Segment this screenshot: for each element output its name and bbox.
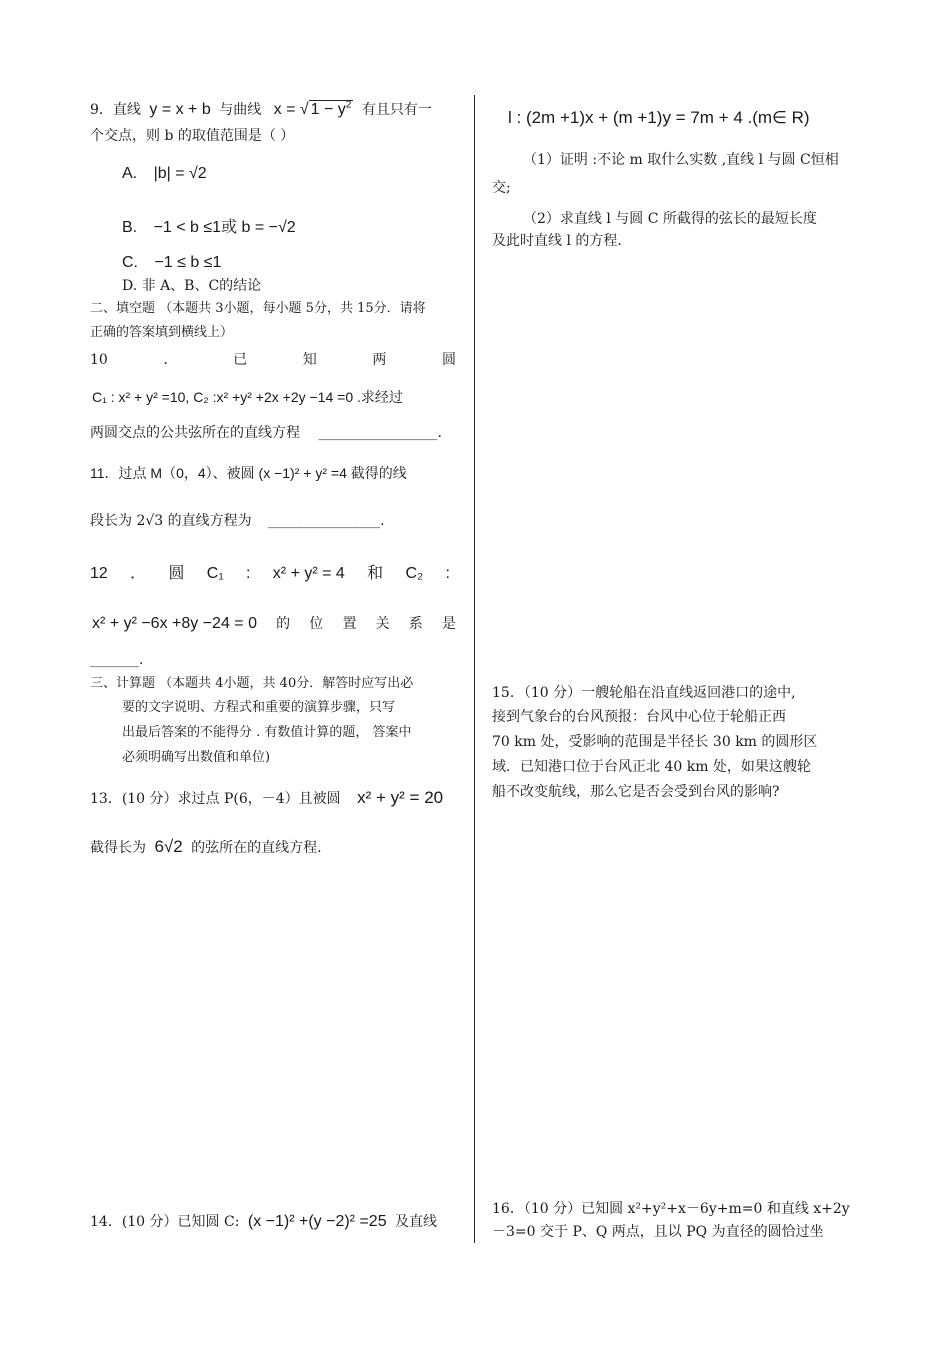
section3-heading-line2: 要的文字说明、方程式和重要的演算步骤，只写 xyxy=(122,700,396,715)
q9-option-a: A. |b| = √2 xyxy=(122,165,207,182)
q10-line2: C₁ : x² + y² =10, C₂ :x² +y² +2x +2y −14 =0 .求经过 xyxy=(92,389,403,405)
q9-line2: 个交点，则 b 的取值范围是（ ） xyxy=(90,128,295,144)
section3-heading-line4: 必须明确写出数值和单位) xyxy=(122,750,271,765)
section2-heading-line2: 正确的答案填到横线上） xyxy=(90,325,234,340)
q9-option-b: B. −1 < b ≤1或 b = −√2 xyxy=(122,219,296,236)
q14-part1-line1: （1）证明 :不论 m 取什么实数 ,直线 l 与圆 C恒相 xyxy=(523,152,839,168)
q14-part1-line2: 交; xyxy=(492,180,511,196)
q10-line1: 10 ． 已 知 两 圆 xyxy=(90,352,456,368)
q14-part2-line1: （2）求直线 l 与圆 C 所截得的弦长的最短长度 xyxy=(523,211,817,227)
q15-line4: 域．已知港口位于台风正北 40 km 处，如果这艘轮 xyxy=(492,759,811,775)
q11-line1: 11．过点 M（0，4）、被圆 (x −1)² + y² =4 截得的线 xyxy=(90,465,407,481)
section2-heading-line1: 二、填空题 （本题共 3小题，每小题 5分，共 15分．请将 xyxy=(90,301,426,316)
section3-heading-line1: 三、计算题 （本题共 4小题，共 40分．解答时应写出必 xyxy=(90,676,414,691)
q9-line1: 9．直线 y = x + b 与曲线 x = √ $1 - y^2$ 有且只有一 xyxy=(90,99,432,118)
q16-line1: 16．（10 分）已知圆 x²+y²+x－6y+m=0 和直线 x+2y xyxy=(492,1201,850,1217)
column-divider xyxy=(474,95,475,1243)
q9-option-c: C. −1 ≤ b ≤1 xyxy=(122,254,222,271)
q9-option-d: D. 非 A、B、C的结论 xyxy=(122,278,262,294)
answer-blank[interactable]: ________________. xyxy=(268,513,385,529)
q14-line-equation: l : (2m +1)x + (m +1)y = 7m + 4 .(m∈ R) xyxy=(508,108,810,127)
q14-part2-line2: 及此时直线 l 的方程. xyxy=(492,233,622,249)
q16-line2: －3=0 交于 P、Q 两点，且以 PQ 为直径的圆恰过坐 xyxy=(492,1224,824,1240)
q10-line3: 两圆交点的公共弦所在的直线方程 _________________. xyxy=(90,425,442,441)
q12-line1: 12 ． 圆 C₁ : x² + y² = 4 和 C₂ : xyxy=(90,565,450,582)
q15-line1: 15．（10 分）一艘轮船在沿直线返回港口的途中, xyxy=(492,685,796,701)
q12-answer-blank[interactable]: _______. xyxy=(90,652,144,668)
q13-line2: 截得长为 6√2 的弦所在的直线方程. xyxy=(90,837,322,856)
q11-line2: 段长为 2√3 的直线方程为 ________________. xyxy=(90,513,385,529)
answer-blank[interactable]: _________________. xyxy=(318,425,442,441)
q13-line1: 13．(10 分）求过点 P(6，－4）且被圆 x² + y² = 20 xyxy=(90,788,444,807)
q15-line2: 接到气象台的台风预报：台风中心位于轮船正西 xyxy=(492,709,786,725)
section3-heading-line3: 出最后答案的不能得分 . 有数值计算的题， 答案中 xyxy=(122,725,412,740)
sqrt-symbol: √ $1 - y^2$ xyxy=(299,99,352,118)
q14-line1: 14．(10 分）已知圆 C: (x −1)² +(y −2)² =25 及直线 xyxy=(90,1213,438,1230)
q15-line5: 船不改变航线，那么它是否会受到台风的影响? xyxy=(492,784,780,800)
q15-line3: 70 km 处，受影响的范围是半径长 30 km 的圆形区 xyxy=(492,734,818,750)
q12-line2: x² + y² −6x +8y −24 = 0 的 位 置 关 系 是 xyxy=(92,615,456,632)
